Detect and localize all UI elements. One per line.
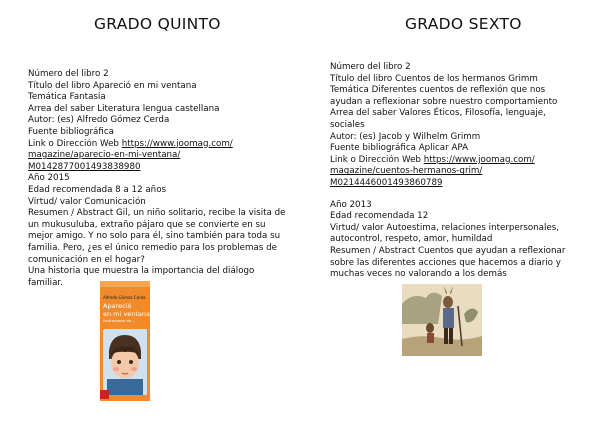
publisher-logo-icon — [100, 390, 109, 399]
cover-subtitle: Ilustraciones de ... — [103, 319, 136, 323]
cover-illustration-boy — [103, 329, 147, 395]
book-area: Arrea del saber Valores Éticos, Filosofía, lenguaje, sociales — [330, 108, 546, 130]
book-title: Título del libro Apareció en mi ventana — [28, 80, 197, 91]
book-summary: Resumen / Abstract Cuentos que ayudan a reflexionar sobre las diferentes acciones que hacemos a diario y muchas veces no valorando a los demás — [330, 245, 566, 280]
book-number: Número del libro 2 — [330, 62, 411, 72]
link-url-part-1[interactable]: https://www.joomag.com/ — [121, 138, 233, 149]
heading-grado-sexto: GRADO SEXTO — [405, 15, 522, 33]
link-url-part-3[interactable]: M0142877001493838980 — [28, 161, 141, 172]
cover-author: Alfredo Gómez Cerda — [103, 295, 146, 300]
book-author: Autor: (es) Jacob y Wilhelm Grimm — [330, 131, 481, 142]
book-title: Título del libro Cuentos de los hermanos Grimm — [330, 73, 538, 84]
book-source: Fuente bibliográfica — [28, 126, 114, 137]
book-year: Año 2015 — [28, 173, 70, 184]
book-cover-grimm-illustration — [402, 284, 482, 356]
book-virtue: Virtud/ valor Autoestima, relaciones interpersonales, autocontrol, respeto, amor, humildad — [330, 222, 560, 245]
link-row — [330, 155, 580, 167]
link-label: Link o Dirección Web — [28, 138, 122, 149]
book-number: Número del libro 2 — [28, 69, 109, 79]
book-summary: Resumen / Abstract Gil, un niño solitario, recibe la visita de un mukusuluba, extraño pájaro que se convierte en su mejor amigo. Y no solo para él, sino también para toda su familia. Pero, ¿es el único remedio para los problemas de comunicación en el hogar? — [28, 208, 286, 265]
book-theme: Temática Diferentes cuentos de reflexión que nos ayudan a reflexionar sobre nuestro comportamiento — [330, 85, 558, 107]
book-year: Año 2013 — [330, 199, 372, 210]
book-source: Fuente bibliográfica Aplicar APA — [330, 143, 469, 154]
right-book-info — [330, 62, 580, 281]
cover-title: Apareció en mi ventana — [103, 302, 150, 318]
link-url-part-2[interactable]: magazine/aparecio-en-mi-ventana/ — [28, 150, 181, 161]
book-author: Autor: (es) Alfredo Gómez Cerda — [28, 115, 170, 126]
left-book-info — [28, 69, 286, 289]
book-area: Arrea del saber Literatura lengua castellana — [28, 103, 220, 114]
book-virtue: Virtud/ valor Comunicación — [28, 196, 146, 207]
link-url-part-1[interactable]: https://www.joomag.com/ — [423, 154, 535, 165]
book-age: Edad recomendada 12 — [330, 211, 429, 222]
link-label: Link o Dirección Web — [330, 154, 424, 165]
book-cover-aparecio — [100, 281, 150, 401]
book-age: Edad recomendada 8 a 12 años — [28, 184, 167, 195]
link-url-part-2[interactable]: magazine/cuentos-hermanos-grim/ — [330, 166, 483, 177]
link-url-part-3[interactable]: M0214446001493860789 — [330, 177, 443, 188]
link-row — [28, 139, 286, 151]
book-theme: Temática Fantasía — [28, 92, 106, 103]
heading-grado-quinto: GRADO QUINTO — [94, 15, 221, 33]
book-summary-2: Una historia que muestra la importancia del diálogo familiar. — [28, 266, 255, 288]
